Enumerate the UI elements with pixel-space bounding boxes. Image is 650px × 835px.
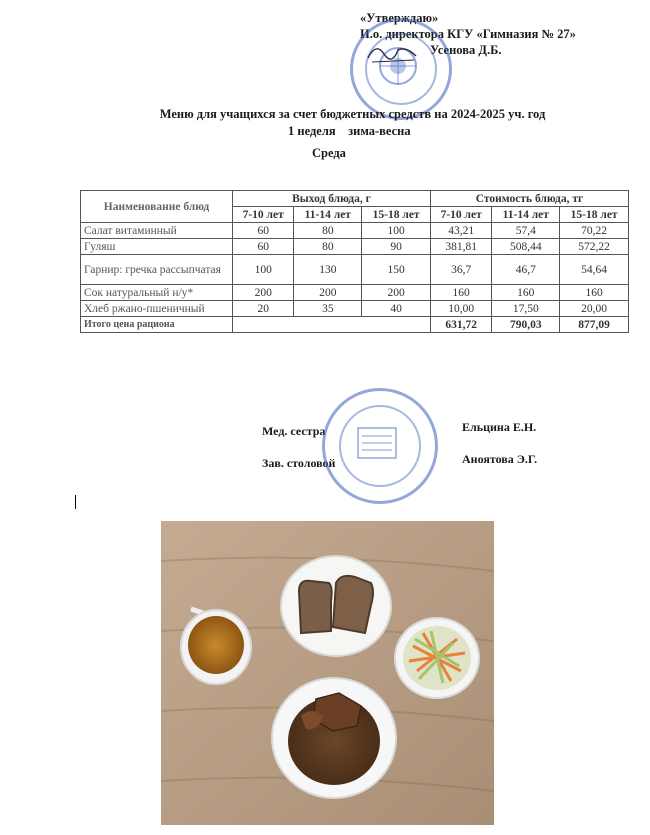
approval-line1: «Утверждаю» (360, 11, 439, 25)
age-group-cell: 11-14 лет (492, 207, 560, 223)
cost-cell: 10,00 (430, 301, 491, 317)
dish-name: Гарнир: гречка рассыпчатая (81, 255, 233, 285)
header-yield: Выход блюда, г (233, 191, 431, 207)
cost-cell: 381,81 (430, 239, 491, 255)
cost-cell: 160 (492, 285, 560, 301)
total-label: Итого цена рациона (81, 317, 233, 333)
cost-cell: 70,22 (560, 223, 629, 239)
table-row (81, 255, 629, 285)
dish-name: Салат витаминный (81, 223, 233, 239)
age-group-cell: 7-10 лет (233, 207, 294, 223)
yield-cell: 90 (362, 239, 431, 255)
yield-cell: 20 (233, 301, 294, 317)
total-cost-cell: 790,03 (492, 317, 560, 333)
cost-cell: 160 (560, 285, 629, 301)
seal-stamp-bottom (322, 388, 438, 504)
age-group-cell: 11-14 лет (294, 207, 362, 223)
yield-cell: 200 (233, 285, 294, 301)
dish-name: Хлеб ржано-пшеничный (81, 301, 233, 317)
header-dish-name: Наименование блюд (81, 191, 233, 223)
yield-cell: 200 (294, 285, 362, 301)
approval-line2: И.о. директора КГУ «Гимназия № 27» (360, 27, 576, 41)
menu-title: Меню для учащихся за счет бюджетных средств на 2024-2025 уч. год (159, 107, 546, 121)
meal-photo (161, 521, 494, 825)
cost-cell: 160 (430, 285, 491, 301)
text-cursor (75, 495, 76, 509)
table-row (81, 223, 629, 239)
total-cost-cell: 877,09 (560, 317, 629, 333)
yield-cell: 35 (294, 301, 362, 317)
canteen-label: Зав. столовой (262, 456, 336, 470)
approval-line3: Усенова Д.Б. (430, 43, 502, 57)
cost-cell: 508,44 (492, 239, 560, 255)
table-row (81, 239, 629, 255)
cost-cell: 36,7 (430, 255, 491, 285)
cost-cell: 17,50 (492, 301, 560, 317)
total-row (81, 317, 629, 333)
cost-cell: 20,00 (560, 301, 629, 317)
yield-cell: 130 (294, 255, 362, 285)
director-signature (364, 38, 424, 66)
table-row (81, 285, 629, 301)
cost-cell: 572,22 (560, 239, 629, 255)
table-header-row (81, 191, 629, 207)
stamp-center-icon (322, 388, 432, 498)
meal-photo-graphic (161, 521, 494, 825)
yield-cell: 60 (233, 239, 294, 255)
cost-cell: 43,21 (430, 223, 491, 239)
yield-cell: 100 (233, 255, 294, 285)
yield-cell: 100 (362, 223, 431, 239)
cost-cell: 54,64 (560, 255, 629, 285)
dish-name: Гуляш (81, 239, 233, 255)
yield-cell: 80 (294, 239, 362, 255)
yield-cell: 80 (294, 223, 362, 239)
cost-cell: 46,7 (492, 255, 560, 285)
nurse-label: Мед. сестра (262, 424, 326, 438)
yield-cell: 60 (233, 223, 294, 239)
yield-cell: 150 (362, 255, 431, 285)
total-cost-cell: 631,72 (430, 317, 491, 333)
total-empty-cell (233, 317, 431, 333)
cost-cell: 57,4 (492, 223, 560, 239)
week-label: 1 неделя зима-весна (288, 124, 411, 138)
age-group-cell: 7-10 лет (430, 207, 491, 223)
canteen-name: Аноятова Э.Г. (462, 452, 538, 466)
header-cost: Стоимость блюда, тг (430, 191, 628, 207)
seal-stamp-top (350, 18, 452, 120)
emblem-icon (350, 18, 446, 114)
dish-name: Сок натуральный н/у* (81, 285, 233, 301)
nurse-name: Ельцина Е.Н. (462, 420, 537, 434)
table-row (81, 301, 629, 317)
yield-cell: 40 (362, 301, 431, 317)
age-group-cell: 15-18 лет (560, 207, 629, 223)
age-group-cell: 15-18 лет (362, 207, 431, 223)
yield-cell: 200 (362, 285, 431, 301)
day-label: Среда (312, 146, 346, 160)
menu-table (80, 190, 629, 333)
